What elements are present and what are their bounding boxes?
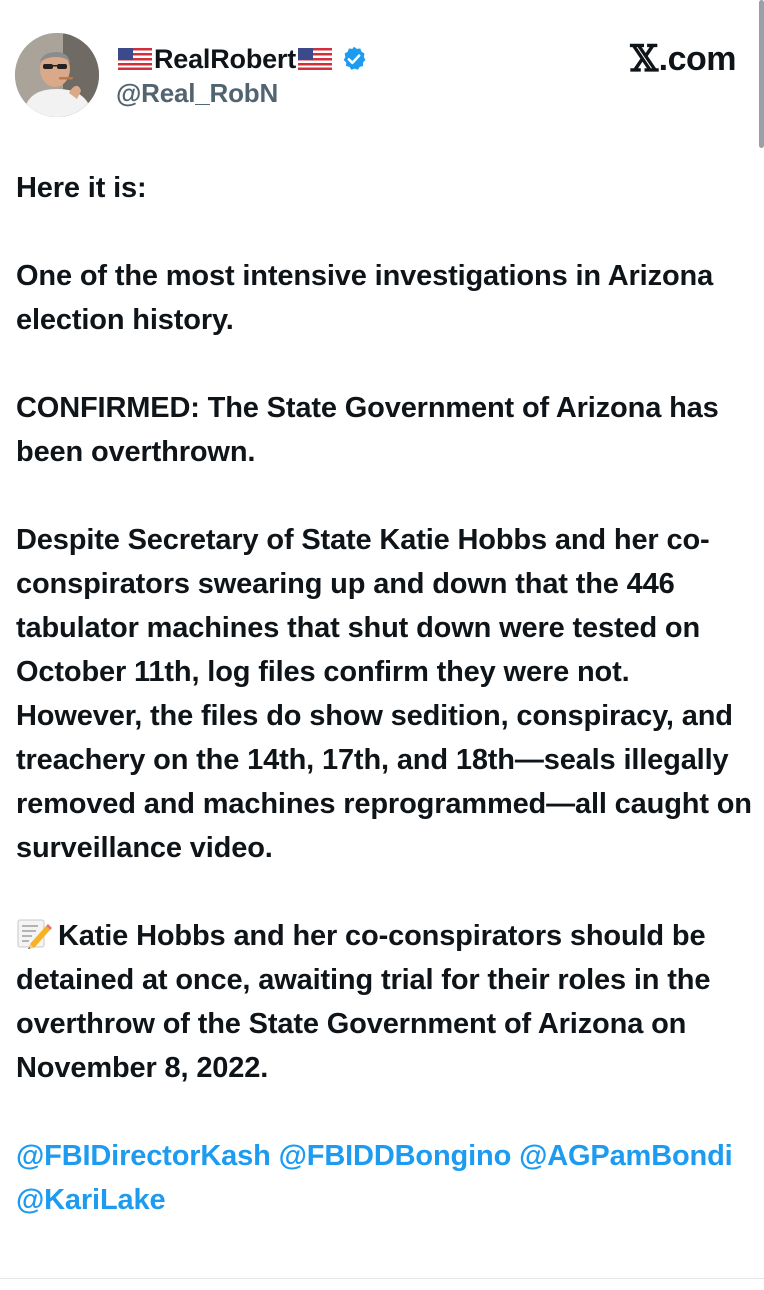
mention-link[interactable]: @FBIDDBongino	[278, 1140, 512, 1172]
mention-link[interactable]: @AGPamBondi	[519, 1140, 733, 1172]
mentions-paragraph	[16, 1134, 756, 1222]
post-body	[16, 166, 756, 1222]
divider	[0, 1278, 764, 1279]
post-paragraph: Despite Secretary of State Katie Hobbs and her co-conspirators swearing up and down that the 446 tabulator machines that shut down were tested on October 11th, log files confirm they were not. However, the files do show sedition, conspiracy, and treachery on the 14th, 17th, and 18th—seals illegally removed and machines reprogrammed—all caught on surveillance video.	[16, 524, 752, 864]
post-paragraph: One of the most intensive investigations in Arizona election history.	[16, 260, 714, 336]
post-paragraph-text: Katie Hobbs and her co-conspirators should be detained at once, awaiting trial for their roles in the overthrow of the State Government of Arizona on November 8, 2022.	[16, 920, 711, 1084]
x-brand-logo[interactable]	[630, 38, 736, 80]
avatar[interactable]	[15, 33, 99, 117]
x-logo-icon: 𝕏	[630, 38, 658, 80]
display-name[interactable]: RealRobert	[154, 43, 297, 74]
us-flag-icon	[118, 48, 152, 70]
verified-badge-icon[interactable]	[340, 45, 368, 73]
post-paragraph	[16, 914, 756, 1090]
post-paragraph: Here it is:	[16, 172, 147, 204]
scrollbar[interactable]	[759, 0, 764, 148]
memo-icon	[16, 917, 52, 949]
us-flag-icon	[298, 48, 332, 70]
brand-domain: .com	[658, 39, 736, 78]
post-header	[0, 0, 764, 140]
user-handle[interactable]: @Real_RobN	[116, 78, 279, 108]
mention-link[interactable]: @FBIDirectorKash	[16, 1140, 271, 1172]
mention-link[interactable]: @KariLake	[16, 1184, 166, 1216]
avatar-image	[15, 33, 99, 117]
post-paragraph: CONFIRMED: The State Government of Arizona has been overthrown.	[16, 392, 719, 468]
